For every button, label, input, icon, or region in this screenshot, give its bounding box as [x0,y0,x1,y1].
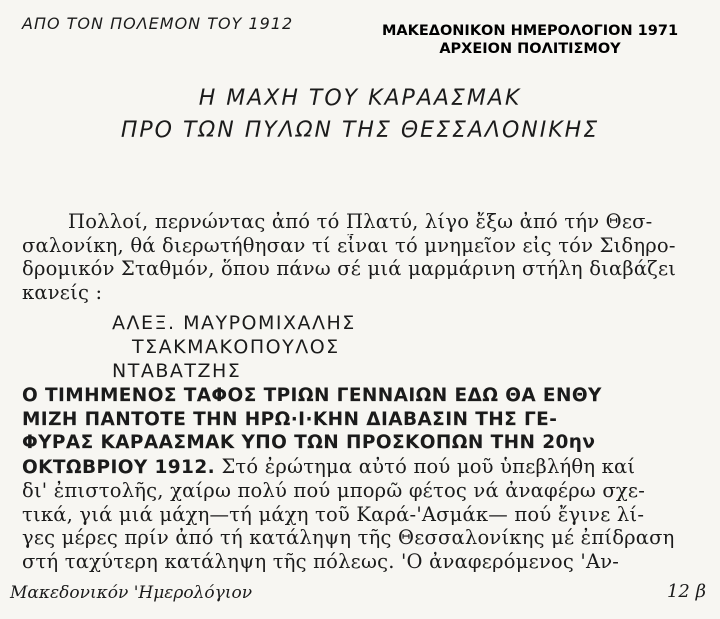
paragraph-inscription [22,384,712,573]
text-line: κανείς : [22,280,103,304]
text-line: γες μέρες πρίν ἀπό τή κατάληψη τῆς Θεσσαλονίκης μέ ἐπίδραση [22,526,675,549]
article-subtitle: ΠΡΟ ΤΩΝ ΠΥΛΩΝ ΤΗΣ ΘΕΣΣΑΛΟΝΙΚΗΣ [120,118,600,143]
text-line: σαλονίκη, θά διερωτήθησαν τί εἶναι τό μνημεῖον εἰς τόν Σιδηρο- [22,233,676,257]
archive-label: ΑΡΧΕΙΟΝ ΠΟΛΙΤΙΣΜΟΥ [439,41,621,57]
inscription-name: ΤΣΑΚΜΑΚΟΠΟΥΛΟΣ [132,336,340,358]
paragraph-intro [22,210,712,304]
text-line: τικά, γιά μιά μάχη—τή μάχη τοῦ Καρά-'Ασμάκ— πού ἔγινε λί- [22,502,645,526]
text-line [22,455,712,480]
inscription-name: ΑΛΕΞ. ΜΑΥΡΟΜΙΧΑΛΗΣ [112,312,356,334]
text-fragment: Στό ἐρώτημα αὐτό πού μοῦ ὑπεβλήθη καί [215,454,636,478]
date-text: ΟΚΤΩΒΡΙΟΥ 1912. [22,456,216,478]
publication-title: ΜΑΚΕΔΟΝΙΚΟΝ ΗΜΕΡΟΛΟΓΙΟΝ 1971 [381,23,679,39]
text-line: στή ταχύτερη κατάληψη τῆς πόλεως. 'Ο ἀναφερόμενος 'Αν- [22,549,620,573]
text-line: δι' ἐπιστολῆς, χαίρω πολύ πού μπορῶ φέτος νά ἀναφέρω σχε- [22,479,645,502]
text-line: Ο ΤΙΜΗΜΕΝΟΣ ΤΑΦΟΣ ΤΡΙΩΝ ΓΕΝΝΑΙΩΝ ΕΔΩ ΘΑ ΕΝΘΥ [22,385,602,406]
inscription-name: ΝΤΑΒΑΤΖΗΣ [112,360,242,382]
text-line: δρομικόν Σταθμόν, ὅπου πάνω σέ μιά μαρμάρινη στήλη διαβάζει [22,257,677,280]
text-line: Πολλοί, περνώντας ἀπό τό Πλατύ, λίγο ἔξω ἀπό τήν Θεσ- [68,210,653,233]
footer-publication: Μακεδονικόν 'Ημερολόγιον [10,583,253,603]
text-line: ΦΥΡΑΣ ΚΑΡΑΑΣΜΑΚ ΥΠΟ ΤΩΝ ΠΡΟΣΚΟΠΩΝ ΤΗΝ 20ην [22,432,596,453]
page-number: 12 β [666,581,706,602]
section-header: ΑΠΟ ΤΟΝ ΠΟΛΕΜΟΝ ΤΟΥ 1912 [22,14,294,33]
article-title: Η ΜΑΧΗ ΤΟΥ ΚΑΡΑΑΣΜΑΚ [198,86,522,111]
text-line: ΜΙΖΗ ΠΑΝΤΟΤΕ ΤΗΝ ΗΡΩ·Ι·ΚΗΝ ΔΙΑΒΑΣΙΝ ΤΗΣ ΓΕ- [22,408,558,430]
publication-header [350,22,710,58]
